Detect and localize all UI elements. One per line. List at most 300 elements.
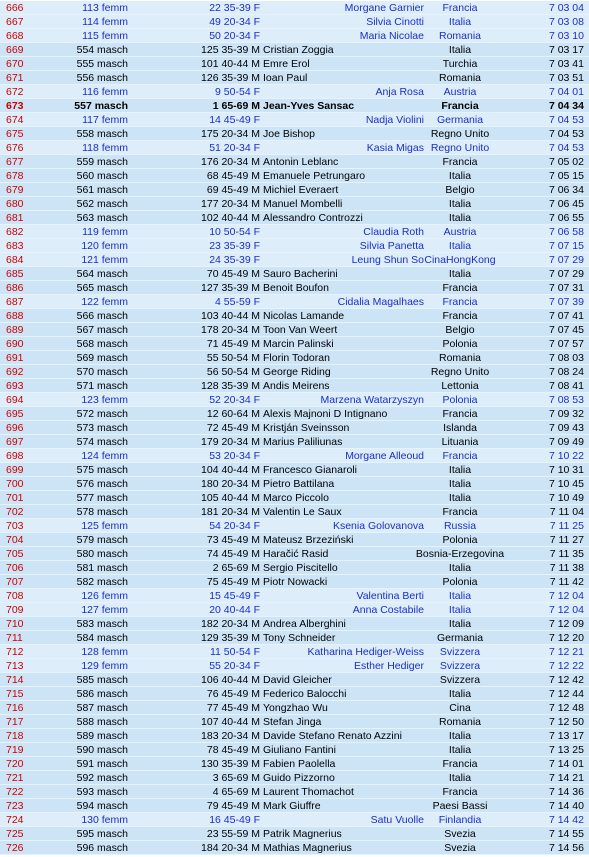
country-cell: Paesi Bassi — [432, 800, 488, 812]
finish-time-cell: 7 03 17 — [548, 44, 584, 56]
position-cell: 709 — [6, 604, 24, 616]
position-cell: 704 — [6, 534, 24, 546]
athlete-name-cell: Nadja Violini — [365, 114, 424, 126]
position-cell: 671 — [6, 72, 24, 84]
table-row — [0, 71, 589, 85]
country-cell: Germania — [436, 632, 484, 644]
country-cell: Italia — [448, 730, 472, 742]
finish-time-cell: 7 14 01 — [548, 758, 584, 770]
finish-time-cell: 7 13 17 — [548, 730, 584, 742]
position-cell: 714 — [6, 674, 24, 686]
position-cell: 679 — [6, 184, 24, 196]
gender-rank-cell: 117 femm — [82, 114, 128, 126]
table-row — [0, 141, 589, 155]
athlete-name-cell: Laurent Thomachot — [263, 786, 354, 798]
gender-rank-cell: 576 masch — [76, 478, 128, 490]
position-cell: 690 — [6, 338, 24, 350]
athlete-name-cell: Anna Costabile — [352, 604, 424, 616]
finish-time-cell: 7 11 04 — [549, 506, 584, 518]
athlete-name-cell: Leung Shun So — [351, 254, 424, 266]
finish-time-cell: 7 06 34 — [548, 184, 584, 196]
category-rank-cell: 130 35-39 M — [201, 758, 260, 770]
position-cell: 713 — [6, 660, 24, 672]
gender-rank-cell: 595 masch — [76, 828, 128, 840]
athlete-name-cell: Satu Vuolle — [370, 814, 424, 826]
category-rank-cell: 76 45-49 M — [206, 688, 260, 700]
position-cell: 685 — [6, 268, 24, 280]
category-rank-cell: 182 20-34 M — [201, 618, 260, 630]
table-row — [0, 617, 589, 631]
category-rank-cell: 105 40-44 M — [201, 492, 260, 504]
category-rank-cell: 73 45-49 M — [206, 534, 260, 546]
gender-rank-cell: 125 femm — [81, 520, 128, 532]
country-cell: Finlandia — [438, 814, 482, 826]
category-rank-cell: 14 45-49 F — [209, 114, 260, 126]
finish-time-cell: 7 14 42 — [548, 814, 584, 826]
country-cell: Francia — [442, 156, 478, 168]
table-row — [0, 15, 589, 29]
gender-rank-cell: 557 masch — [74, 100, 128, 112]
table-row — [0, 57, 589, 71]
category-rank-cell: 102 40-44 M — [201, 212, 260, 224]
gender-rank-cell: 567 masch — [76, 324, 128, 336]
gender-rank-cell: 573 masch — [76, 422, 128, 434]
category-rank-cell: 55 50-54 M — [206, 352, 260, 364]
country-cell: Islanda — [443, 422, 477, 434]
gender-rank-cell: 118 femm — [82, 142, 128, 154]
table-row — [0, 771, 589, 785]
gender-rank-cell: 585 masch — [76, 674, 128, 686]
gender-rank-cell: 579 masch — [76, 534, 128, 546]
position-cell: 711 — [6, 632, 23, 644]
gender-rank-cell: 590 masch — [76, 744, 128, 756]
table-row — [0, 29, 589, 43]
athlete-name-cell: Emre Erol — [263, 58, 310, 70]
gender-rank-cell: 588 masch — [76, 716, 128, 728]
athlete-name-cell: Sergio Piscitello — [263, 562, 338, 574]
athlete-name-cell: Marco Piccolo — [263, 492, 329, 504]
country-cell: Bosnia-Erzegovina — [415, 548, 505, 560]
table-row — [0, 421, 589, 435]
country-cell: Francia — [442, 2, 478, 14]
finish-time-cell: 7 10 22 — [548, 450, 584, 462]
finish-time-cell: 7 08 24 — [548, 366, 584, 378]
gender-rank-cell: 578 masch — [76, 506, 128, 518]
finish-time-cell: 7 04 34 — [548, 100, 584, 112]
athlete-name-cell: Anja Rosa — [375, 86, 424, 98]
country-cell: Austria — [443, 86, 477, 98]
country-cell: Regno Unito — [430, 128, 490, 140]
table-row — [0, 281, 589, 295]
country-cell: Italia — [448, 240, 472, 252]
gender-rank-cell: 570 masch — [76, 366, 128, 378]
table-row — [0, 687, 589, 701]
finish-time-cell: 7 07 45 — [548, 324, 584, 336]
finish-time-cell: 7 03 08 — [548, 16, 584, 28]
country-cell: Turchia — [442, 58, 478, 70]
table-row — [0, 813, 589, 827]
position-cell: 696 — [6, 422, 24, 434]
gender-rank-cell: 575 masch — [76, 464, 128, 476]
position-cell: 694 — [6, 394, 24, 406]
position-cell: 702 — [6, 506, 24, 518]
category-rank-cell: 2 65-69 M — [212, 562, 260, 574]
gender-rank-cell: 581 masch — [76, 562, 128, 574]
athlete-name-cell: Marzena Watarzyszyn — [320, 394, 424, 406]
position-cell: 677 — [6, 156, 24, 168]
position-cell: 723 — [6, 800, 24, 812]
position-cell: 686 — [6, 282, 24, 294]
category-rank-cell: 1 65-69 M — [212, 100, 260, 112]
category-rank-cell: 49 20-34 F — [209, 16, 260, 28]
table-row — [0, 1, 589, 15]
gender-rank-cell: 565 masch — [76, 282, 128, 294]
finish-time-cell: 7 04 53 — [548, 142, 584, 154]
position-cell: 724 — [6, 814, 24, 826]
country-cell: Lettonia — [441, 380, 479, 392]
position-cell: 697 — [6, 436, 24, 448]
country-cell: Romania — [438, 352, 482, 364]
finish-time-cell: 7 08 41 — [548, 380, 584, 392]
gender-rank-cell: 566 masch — [76, 310, 128, 322]
gender-rank-cell: 558 masch — [76, 128, 128, 140]
category-rank-cell: 177 20-34 M — [201, 198, 260, 210]
position-cell: 687 — [6, 296, 24, 308]
finish-time-cell: 7 07 39 — [548, 296, 584, 308]
gender-rank-cell: 129 femm — [81, 660, 128, 672]
finish-time-cell: 7 07 29 — [548, 268, 584, 280]
category-rank-cell: 56 50-54 M — [206, 366, 260, 378]
category-rank-cell: 54 20-34 F — [209, 520, 260, 532]
country-cell: Italia — [448, 618, 472, 630]
category-rank-cell: 178 20-34 M — [201, 324, 260, 336]
country-cell: CinaHongKong — [424, 254, 496, 266]
finish-time-cell: 7 14 55 — [548, 828, 584, 840]
athlete-name-cell: Emanuele Petrungaro — [263, 170, 366, 182]
table-row — [0, 155, 589, 169]
position-cell: 725 — [6, 828, 24, 840]
athlete-name-cell: Ksenia Golovanova — [332, 520, 424, 532]
table-row — [0, 225, 589, 239]
category-rank-cell: 74 45-49 M — [206, 548, 260, 560]
table-row — [0, 239, 589, 253]
country-cell: Francia — [442, 310, 478, 322]
finish-time-cell: 7 07 15 — [548, 240, 584, 252]
country-cell: Regno Unito — [430, 142, 490, 154]
gender-rank-cell: 574 masch — [76, 436, 128, 448]
country-cell: Italia — [448, 688, 472, 700]
table-row — [0, 519, 589, 533]
gender-rank-cell: 582 masch — [76, 576, 128, 588]
table-row — [0, 631, 589, 645]
category-rank-cell: 78 45-49 M — [206, 744, 260, 756]
gender-rank-cell: 571 masch — [76, 380, 128, 392]
gender-rank-cell: 592 masch — [76, 772, 128, 784]
position-cell: 720 — [6, 758, 24, 770]
position-cell: 726 — [6, 842, 24, 854]
athlete-name-cell: Haračić Rasid — [263, 548, 329, 560]
country-cell: Italia — [448, 604, 472, 616]
category-rank-cell: 184 20-34 M — [201, 842, 260, 854]
country-cell: Italia — [448, 478, 472, 490]
category-rank-cell: 69 45-49 M — [206, 184, 260, 196]
table-row — [0, 295, 589, 309]
gender-rank-cell: 116 femm — [82, 86, 128, 98]
gender-rank-cell: 123 femm — [81, 394, 128, 406]
finish-time-cell: 7 09 43 — [548, 422, 584, 434]
athlete-name-cell: Giuliano Fantini — [263, 744, 336, 756]
country-cell: Francia — [442, 758, 478, 770]
country-cell: Polonia — [442, 534, 478, 546]
athlete-name-cell: Benoit Boufon — [263, 282, 329, 294]
gender-rank-cell: 128 femm — [81, 646, 128, 658]
category-rank-cell: 129 35-39 M — [201, 632, 260, 644]
athlete-name-cell: George Riding — [263, 366, 331, 378]
category-rank-cell: 51 20-34 F — [209, 142, 260, 154]
category-rank-cell: 128 35-39 M — [201, 380, 260, 392]
gender-rank-cell: 591 masch — [76, 758, 128, 770]
finish-time-cell: 7 03 10 — [548, 30, 584, 42]
table-row — [0, 561, 589, 575]
table-row — [0, 99, 589, 113]
athlete-name-cell: Antonin Leblanc — [263, 156, 339, 168]
finish-time-cell: 7 14 56 — [548, 842, 584, 854]
athlete-name-cell: Silvia Panetta — [359, 240, 424, 252]
position-cell: 701 — [6, 492, 24, 504]
gender-rank-cell: 126 femm — [81, 590, 128, 602]
position-cell: 680 — [6, 198, 24, 210]
category-rank-cell: 106 40-44 M — [201, 674, 260, 686]
country-cell: Polonia — [442, 394, 478, 406]
athlete-name-cell: Kristján Sveinsson — [263, 422, 350, 434]
table-row — [0, 407, 589, 421]
gender-rank-cell: 577 masch — [76, 492, 128, 504]
table-row — [0, 253, 589, 267]
position-cell: 705 — [6, 548, 24, 560]
athlete-name-cell: Alessandro Controzzi — [263, 212, 363, 224]
finish-time-cell: 7 12 04 — [548, 590, 584, 602]
table-row — [0, 505, 589, 519]
gender-rank-cell: 555 masch — [76, 58, 128, 70]
gender-rank-cell: 122 femm — [81, 296, 128, 308]
position-cell: 681 — [6, 212, 24, 224]
category-rank-cell: 12 60-64 M — [206, 408, 260, 420]
finish-time-cell: 7 12 09 — [548, 618, 584, 630]
table-row — [0, 197, 589, 211]
country-cell: Italia — [448, 170, 472, 182]
table-row — [0, 379, 589, 393]
country-cell: Italia — [448, 268, 472, 280]
table-row — [0, 603, 589, 617]
position-cell: 666 — [6, 2, 24, 14]
gender-rank-cell: 562 masch — [76, 198, 128, 210]
table-row — [0, 267, 589, 281]
finish-time-cell: 7 05 15 — [548, 170, 584, 182]
position-cell: 703 — [6, 520, 24, 532]
country-cell: Romania — [438, 716, 482, 728]
table-row — [0, 729, 589, 743]
category-rank-cell: 70 45-49 M — [206, 268, 260, 280]
country-cell: Italia — [448, 562, 472, 574]
category-rank-cell: 3 65-69 M — [212, 772, 260, 784]
gender-rank-cell: 587 masch — [76, 702, 128, 714]
finish-time-cell: 7 11 35 — [549, 548, 584, 560]
finish-time-cell: 7 12 22 — [548, 660, 584, 672]
finish-time-cell: 7 04 53 — [548, 114, 584, 126]
table-row — [0, 127, 589, 141]
category-rank-cell: 24 35-39 F — [209, 254, 260, 266]
athlete-name-cell: Maria Nicolae — [359, 30, 424, 42]
category-rank-cell: 23 35-39 F — [209, 240, 260, 252]
finish-time-cell: 7 12 48 — [548, 702, 584, 714]
finish-time-cell: 7 04 01 — [548, 86, 584, 98]
athlete-name-cell: Valentina Berti — [356, 590, 424, 602]
position-cell: 718 — [6, 730, 24, 742]
category-rank-cell: 68 45-49 M — [206, 170, 260, 182]
athlete-name-cell: Manuel Mombelli — [263, 198, 343, 210]
position-cell: 708 — [6, 590, 24, 602]
category-rank-cell: 75 45-49 M — [206, 576, 260, 588]
table-row — [0, 533, 589, 547]
country-cell: Francia — [442, 282, 478, 294]
athlete-name-cell: Esther Hediger — [353, 660, 424, 672]
gender-rank-cell: 572 masch — [76, 408, 128, 420]
position-cell: 692 — [6, 366, 24, 378]
category-rank-cell: 127 35-39 M — [201, 282, 260, 294]
category-rank-cell: 50 20-34 F — [209, 30, 260, 42]
gender-rank-cell: 554 masch — [76, 44, 128, 56]
position-cell: 715 — [6, 688, 24, 700]
finish-time-cell: 7 11 27 — [549, 534, 584, 546]
gender-rank-cell: 586 masch — [76, 688, 128, 700]
athlete-name-cell: Guido Pizzorno — [263, 772, 335, 784]
gender-rank-cell: 569 masch — [76, 352, 128, 364]
position-cell: 674 — [6, 114, 24, 126]
position-cell: 707 — [6, 576, 24, 588]
country-cell: Belgio — [445, 324, 475, 336]
category-rank-cell: 79 45-49 M — [206, 800, 260, 812]
finish-time-cell: 7 12 44 — [548, 688, 584, 700]
category-rank-cell: 180 20-34 M — [201, 478, 260, 490]
table-row — [0, 393, 589, 407]
table-row — [0, 757, 589, 771]
country-cell: Italia — [448, 198, 472, 210]
athlete-name-cell: Joe Bishop — [263, 128, 315, 140]
table-row — [0, 827, 589, 841]
position-cell: 716 — [6, 702, 24, 714]
position-cell: 676 — [6, 142, 24, 154]
table-row — [0, 491, 589, 505]
country-cell: Francia — [442, 786, 478, 798]
athlete-name-cell: Michiel Everaert — [263, 184, 339, 196]
position-cell: 684 — [6, 254, 24, 266]
athlete-name-cell: Mateusz Brzeziński — [263, 534, 354, 546]
finish-time-cell: 7 06 45 — [548, 198, 584, 210]
category-rank-cell: 53 20-34 F — [209, 450, 260, 462]
country-cell: Lituania — [441, 436, 479, 448]
athlete-name-cell: Stefan Jinga — [263, 716, 322, 728]
table-row — [0, 435, 589, 449]
table-row — [0, 351, 589, 365]
table-row — [0, 701, 589, 715]
gender-rank-cell: 556 masch — [76, 72, 128, 84]
country-cell: Italia — [448, 464, 472, 476]
finish-time-cell: 7 12 20 — [548, 632, 584, 644]
table-row — [0, 183, 589, 197]
athlete-name-cell: Patrik Magnerius — [263, 828, 342, 840]
position-cell: 668 — [6, 30, 24, 42]
position-cell: 712 — [6, 646, 24, 658]
finish-time-cell: 7 03 51 — [548, 72, 584, 84]
table-row — [0, 113, 589, 127]
table-row — [0, 547, 589, 561]
country-cell: Francia — [442, 296, 478, 308]
country-cell: Svezia — [444, 842, 476, 854]
athlete-name-cell: Federico Balocchi — [263, 688, 347, 700]
gender-rank-cell: 583 masch — [76, 618, 128, 630]
country-cell: Francia — [442, 408, 478, 420]
position-cell: 722 — [6, 786, 24, 798]
country-cell: Francia — [442, 506, 478, 518]
athlete-name-cell: Andis Meirens — [263, 380, 330, 392]
finish-time-cell: 7 10 31 — [548, 464, 584, 476]
gender-rank-cell: 120 femm — [81, 240, 128, 252]
finish-time-cell: 7 12 42 — [548, 674, 584, 686]
position-cell: 719 — [6, 744, 24, 756]
athlete-name-cell: Piotr Nowacki — [263, 576, 328, 588]
finish-time-cell: 7 08 03 — [548, 352, 584, 364]
athlete-name-cell: Silvia Cinotti — [366, 16, 424, 28]
position-cell: 669 — [6, 44, 24, 56]
table-row — [0, 477, 589, 491]
country-cell: Romania — [438, 30, 482, 42]
table-row — [0, 575, 589, 589]
category-rank-cell: 15 45-49 F — [209, 590, 260, 602]
category-rank-cell: 175 20-34 M — [201, 128, 260, 140]
table-row — [0, 799, 589, 813]
position-cell: 700 — [6, 478, 24, 490]
finish-time-cell: 7 12 50 — [548, 716, 584, 728]
table-row — [0, 841, 589, 855]
country-cell: Romania — [438, 72, 482, 84]
gender-rank-cell: 568 masch — [76, 338, 128, 350]
athlete-name-cell: Kasia Migas — [366, 142, 424, 154]
position-cell: 698 — [6, 450, 24, 462]
table-row — [0, 323, 589, 337]
finish-time-cell: 7 12 04 — [548, 604, 584, 616]
finish-time-cell: 7 07 57 — [548, 338, 584, 350]
gender-rank-cell: 593 masch — [76, 786, 128, 798]
country-cell: Italia — [448, 492, 472, 504]
category-rank-cell: 103 40-44 M — [201, 310, 260, 322]
country-cell: Svezia — [444, 828, 476, 840]
country-cell: Svizzera — [439, 674, 481, 686]
finish-time-cell: 7 08 53 — [548, 394, 584, 406]
athlete-name-cell: Claudia Roth — [363, 226, 424, 238]
category-rank-cell: 104 40-44 M — [201, 464, 260, 476]
table-row — [0, 85, 589, 99]
position-cell: 682 — [6, 226, 24, 238]
athlete-name-cell: Florin Todoran — [263, 352, 330, 364]
country-cell: Italia — [448, 44, 472, 56]
finish-time-cell: 7 09 32 — [548, 408, 584, 420]
category-rank-cell: 9 50-54 F — [215, 86, 260, 98]
table-row — [0, 449, 589, 463]
athlete-name-cell: Jean-Yves Sansac — [263, 100, 355, 112]
finish-time-cell: 7 06 58 — [548, 226, 584, 238]
country-cell: Italia — [448, 16, 472, 28]
gender-rank-cell: 589 masch — [76, 730, 128, 742]
